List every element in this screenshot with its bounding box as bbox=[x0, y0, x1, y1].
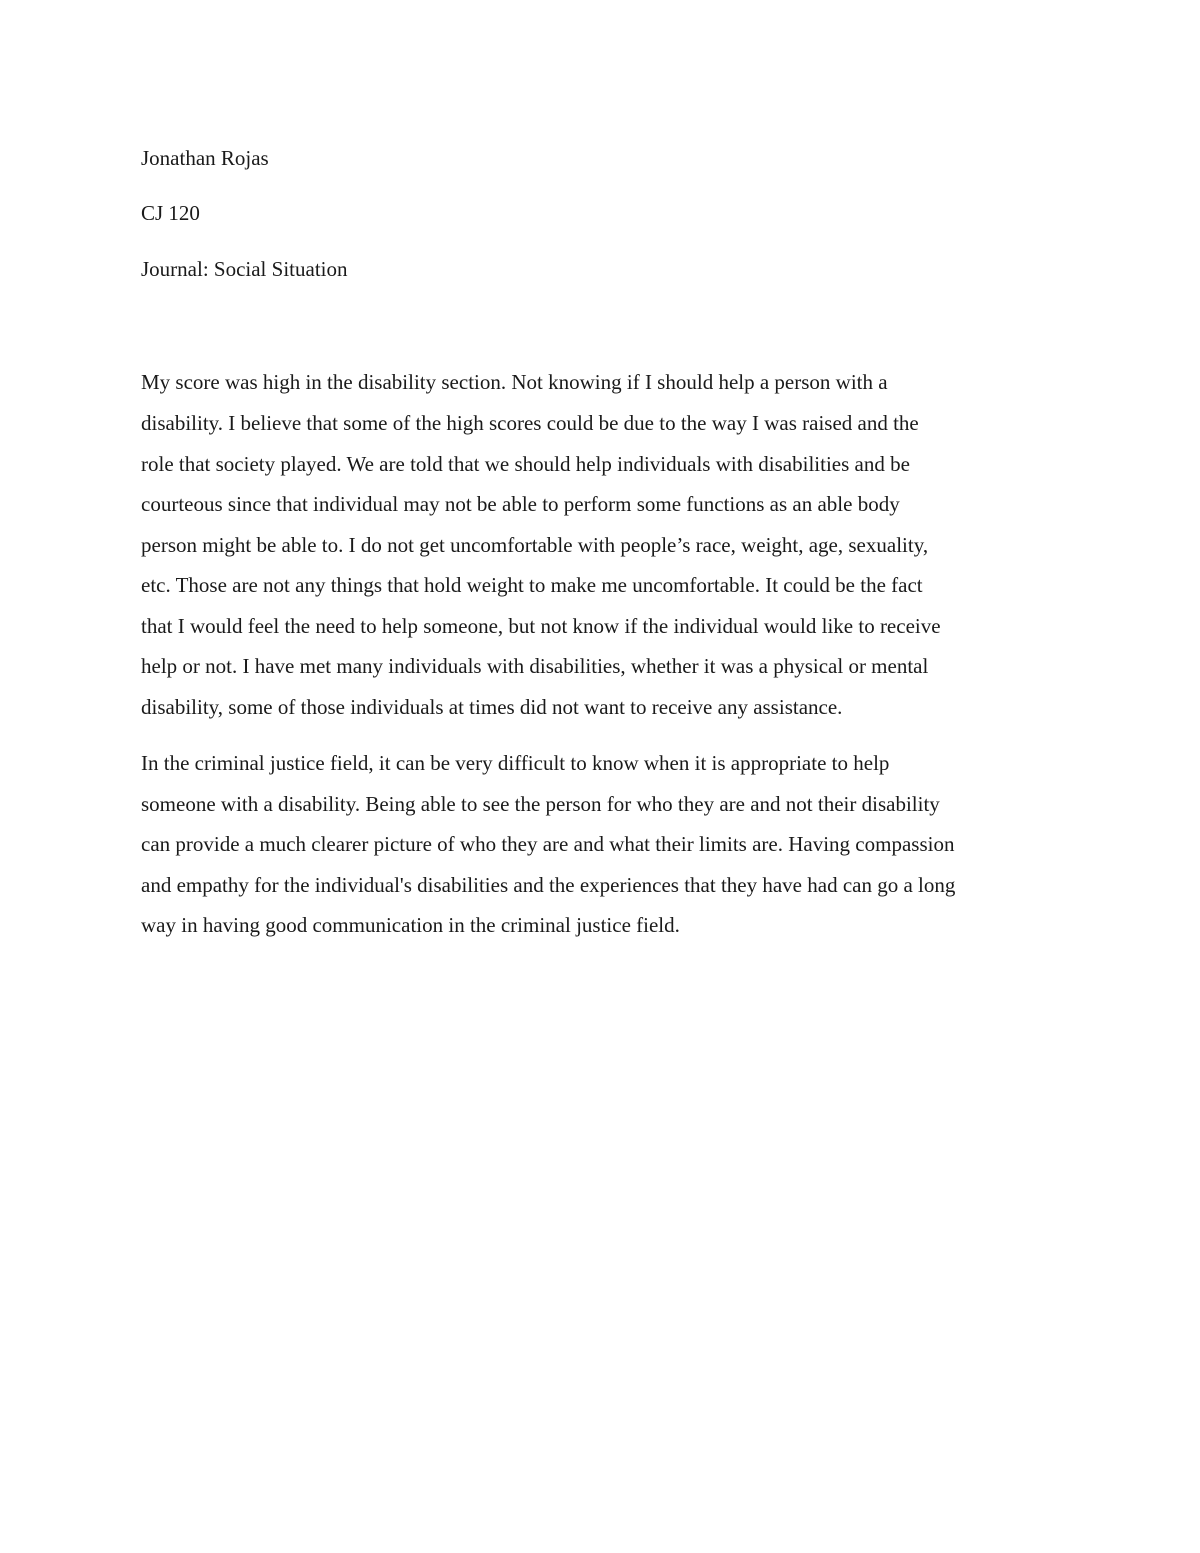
course-code: CJ 120 bbox=[141, 201, 200, 225]
paragraph-line: way in having good communication in the criminal justice field. bbox=[141, 913, 680, 937]
paragraph-line: can provide a much clearer picture of who they are and what their limits are. Having compassion bbox=[141, 832, 955, 856]
paragraph-line: and empathy for the individual's disabilities and the experiences that they have had can go a long bbox=[141, 873, 956, 897]
paragraph-line: that I would feel the need to help someone, but not know if the individual would like to receive bbox=[141, 614, 941, 638]
paragraph-line: etc. Those are not any things that hold weight to make me uncomfortable. It could be the fact bbox=[141, 573, 923, 597]
paragraph-line: disability, some of those individuals at times did not want to receive any assistance. bbox=[141, 695, 843, 719]
paragraph-line: help or not. I have met many individuals with disabilities, whether it was a physical or mental bbox=[141, 654, 929, 678]
paragraph-line: person might be able to. I do not get uncomfortable with people’s race, weight, age, sexuality, bbox=[141, 533, 929, 557]
author-name: Jonathan Rojas bbox=[141, 146, 269, 170]
paragraph-line: role that society played. We are told that we should help individuals with disabilities and be bbox=[141, 452, 910, 476]
paragraph-line: disability. I believe that some of the high scores could be due to the way I was raised and the bbox=[141, 411, 919, 435]
paragraph-line: courteous since that individual may not be able to perform some functions as an able body bbox=[141, 492, 900, 516]
paragraph-line: In the criminal justice field, it can be very difficult to know when it is appropriate to help bbox=[141, 751, 890, 775]
paragraph-line: My score was high in the disability section. Not knowing if I should help a person with a bbox=[141, 370, 888, 394]
paragraph-line: someone with a disability. Being able to see the person for who they are and not their disability bbox=[141, 792, 940, 816]
document-title: Journal: Social Situation bbox=[141, 257, 348, 281]
